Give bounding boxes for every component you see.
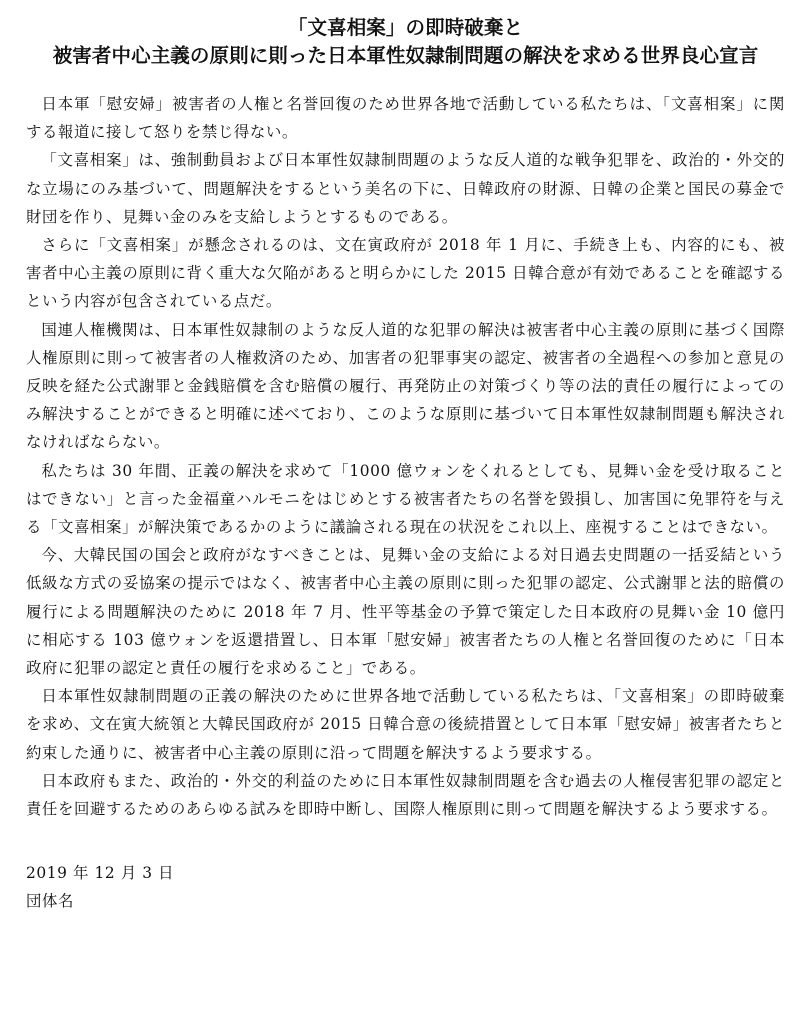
document-footer xyxy=(26,859,785,915)
paragraph-5: 私たちは 30 年間、正義の解決を求めて「1000 億ウォンをくれるとしても、見舞い金を受け取ることはできない」と言った金福童ハルモニをはじめとする被害者たちの名誉を毀損し、加害国に免罪符を与える「文喜相案」が解決策であるかのように議論される現在の状況をこれ以上、座視することはできない。 xyxy=(26,461,785,537)
paragraph-2: 「文喜相案」は、強制動員および日本軍性奴隷制問題のような反人道的な戦争犯罪を、政治的・外交的な立場にのみ基づいて、問題解決をするという美名の下に、日韓政府の財源、日韓の企業と国民の募金で財団を作り、見舞い金のみを支給しようとするものである。 xyxy=(26,151,785,226)
document-body xyxy=(26,90,785,823)
paragraph-3: さらに「文喜相案」が懸念されるのは、文在寅政府が 2018 年 1 月に、手続き上も、内容的にも、被害者中心主義の原則に背く重大な欠陥があると明らかにした 2015 日韓合意が有効であることを確認するという内容が包含されている点だ。 xyxy=(26,236,785,311)
paragraph-7: 日本軍性奴隷制問題の正義の解決のために世界各地で活動している私たちは、「文喜相案」の即時破棄を求め、文在寅大統領と大韓民国政府が 2015 日韓合意の後続措置として日本軍「慰安婦」被害者たちと約束した通りに、被害者中心主義の原則に沿って問題を解決するよう要求する。 xyxy=(26,687,785,762)
paragraph-4: 国連人権機関は、日本軍性奴隷制のような反人道的な犯罪の解決は被害者中心主義の原則に基づく国際人権原則に則って被害者の人権救済のため、加害者の犯罪事実の認定、被害者の全過程への参加と意見の反映を経た公式謝罪と金銭賠償を含む賠償の履行、再発防止の対策づくり等の法的責任の履行によってのみ解決することができると明確に述べており、このような原則に基づいて日本軍性奴隷制問題も解決されなければならない。 xyxy=(26,320,785,452)
paragraph-1: 日本軍「慰安婦」被害者の人権と名誉回復のため世界各地で活動している私たちは、「文喜相案」に関する報道に接して怒りを禁じ得ない。 xyxy=(26,95,785,142)
document-title xyxy=(26,14,785,70)
title-line-1: 「文喜相案」の即時破棄と xyxy=(287,16,524,39)
title-line-2: 被害者中心主義の原則に則った日本軍性奴隷制問題の解決を求める世界良心宣言 xyxy=(52,44,759,67)
paragraph-8: 日本政府もまた、政治的・外交的利益のために日本軍性奴隷制問題を含む過去の人権侵害犯罪の認定と責任を回避するためのあらゆる試みを即時中断し、国際人権原則に則って問題を解決するよう要求する。 xyxy=(26,771,785,819)
organization-name: 団体名 xyxy=(26,892,74,911)
document-date: 2019 年 12 月 3 日 xyxy=(26,864,175,883)
paragraph-6: 今、大韓民国の国会と政府がなすべきことは、見舞い金の支給による対日過去史問題の一括妥結という低級な方式の妥協案の提示ではなく、被害者中心主義の原則に則った犯罪の認定、公式謝罪と法的賠償の履行による問題解決のために 2018 年 7 月、性平等基金の予算で策定した日本政府の見舞い金 10 億円に相応する 103 億ウォンを返還措置し、日本軍「慰安婦」被害者たちの人権と名誉回復のために「日本政府に犯罪の認定と責任の履行を求めること」である。 xyxy=(26,546,785,678)
